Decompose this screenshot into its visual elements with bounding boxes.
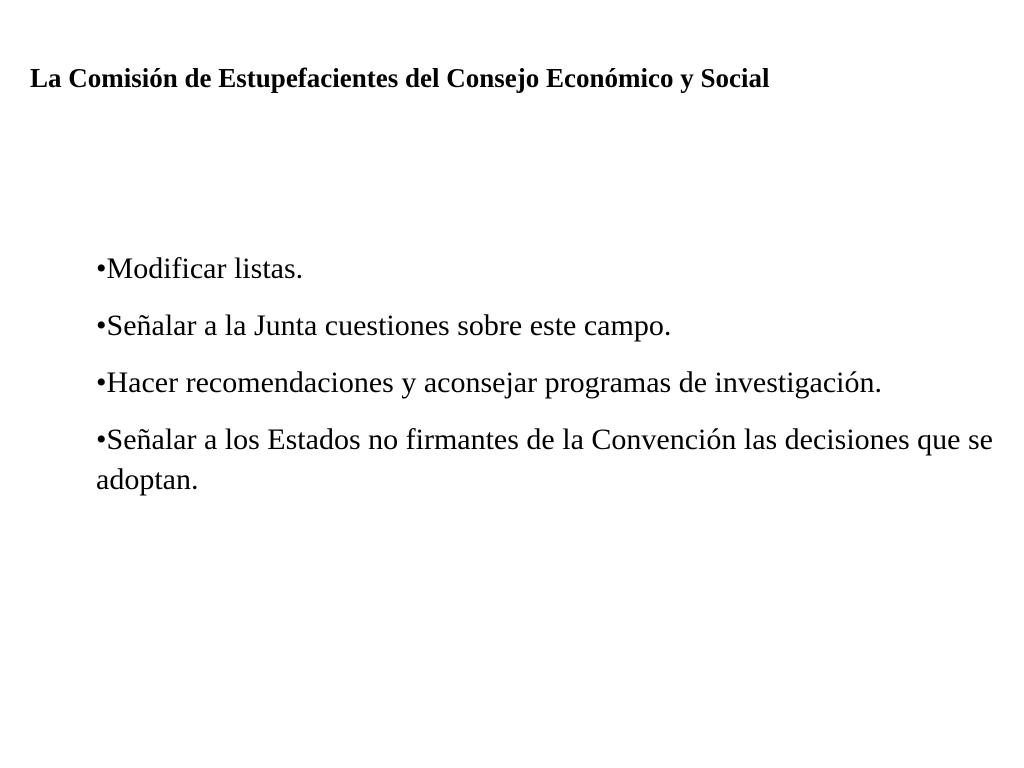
bullet-text: Señalar a la Junta cuestiones sobre este campo. xyxy=(106,309,672,342)
slide-title: La Comisión de Estupefacientes del Consejo Económico y Social xyxy=(30,63,770,93)
bullet-item xyxy=(96,306,996,346)
bullet-icon: • xyxy=(96,366,107,399)
bullet-item xyxy=(96,420,996,500)
bullet-list xyxy=(96,249,996,517)
bullet-icon: • xyxy=(96,423,107,456)
bullet-text: Modificar listas. xyxy=(106,252,304,285)
bullet-icon: • xyxy=(96,309,107,342)
bullet-text: Hacer recomendaciones y aconsejar programas de investigación. xyxy=(106,366,883,399)
bullet-text: Señalar a los Estados no firmantes de la Convención las decisiones que se adoptan. xyxy=(96,423,993,496)
bullet-item xyxy=(96,363,996,403)
bullet-icon: • xyxy=(96,252,107,285)
bullet-item xyxy=(96,249,996,289)
